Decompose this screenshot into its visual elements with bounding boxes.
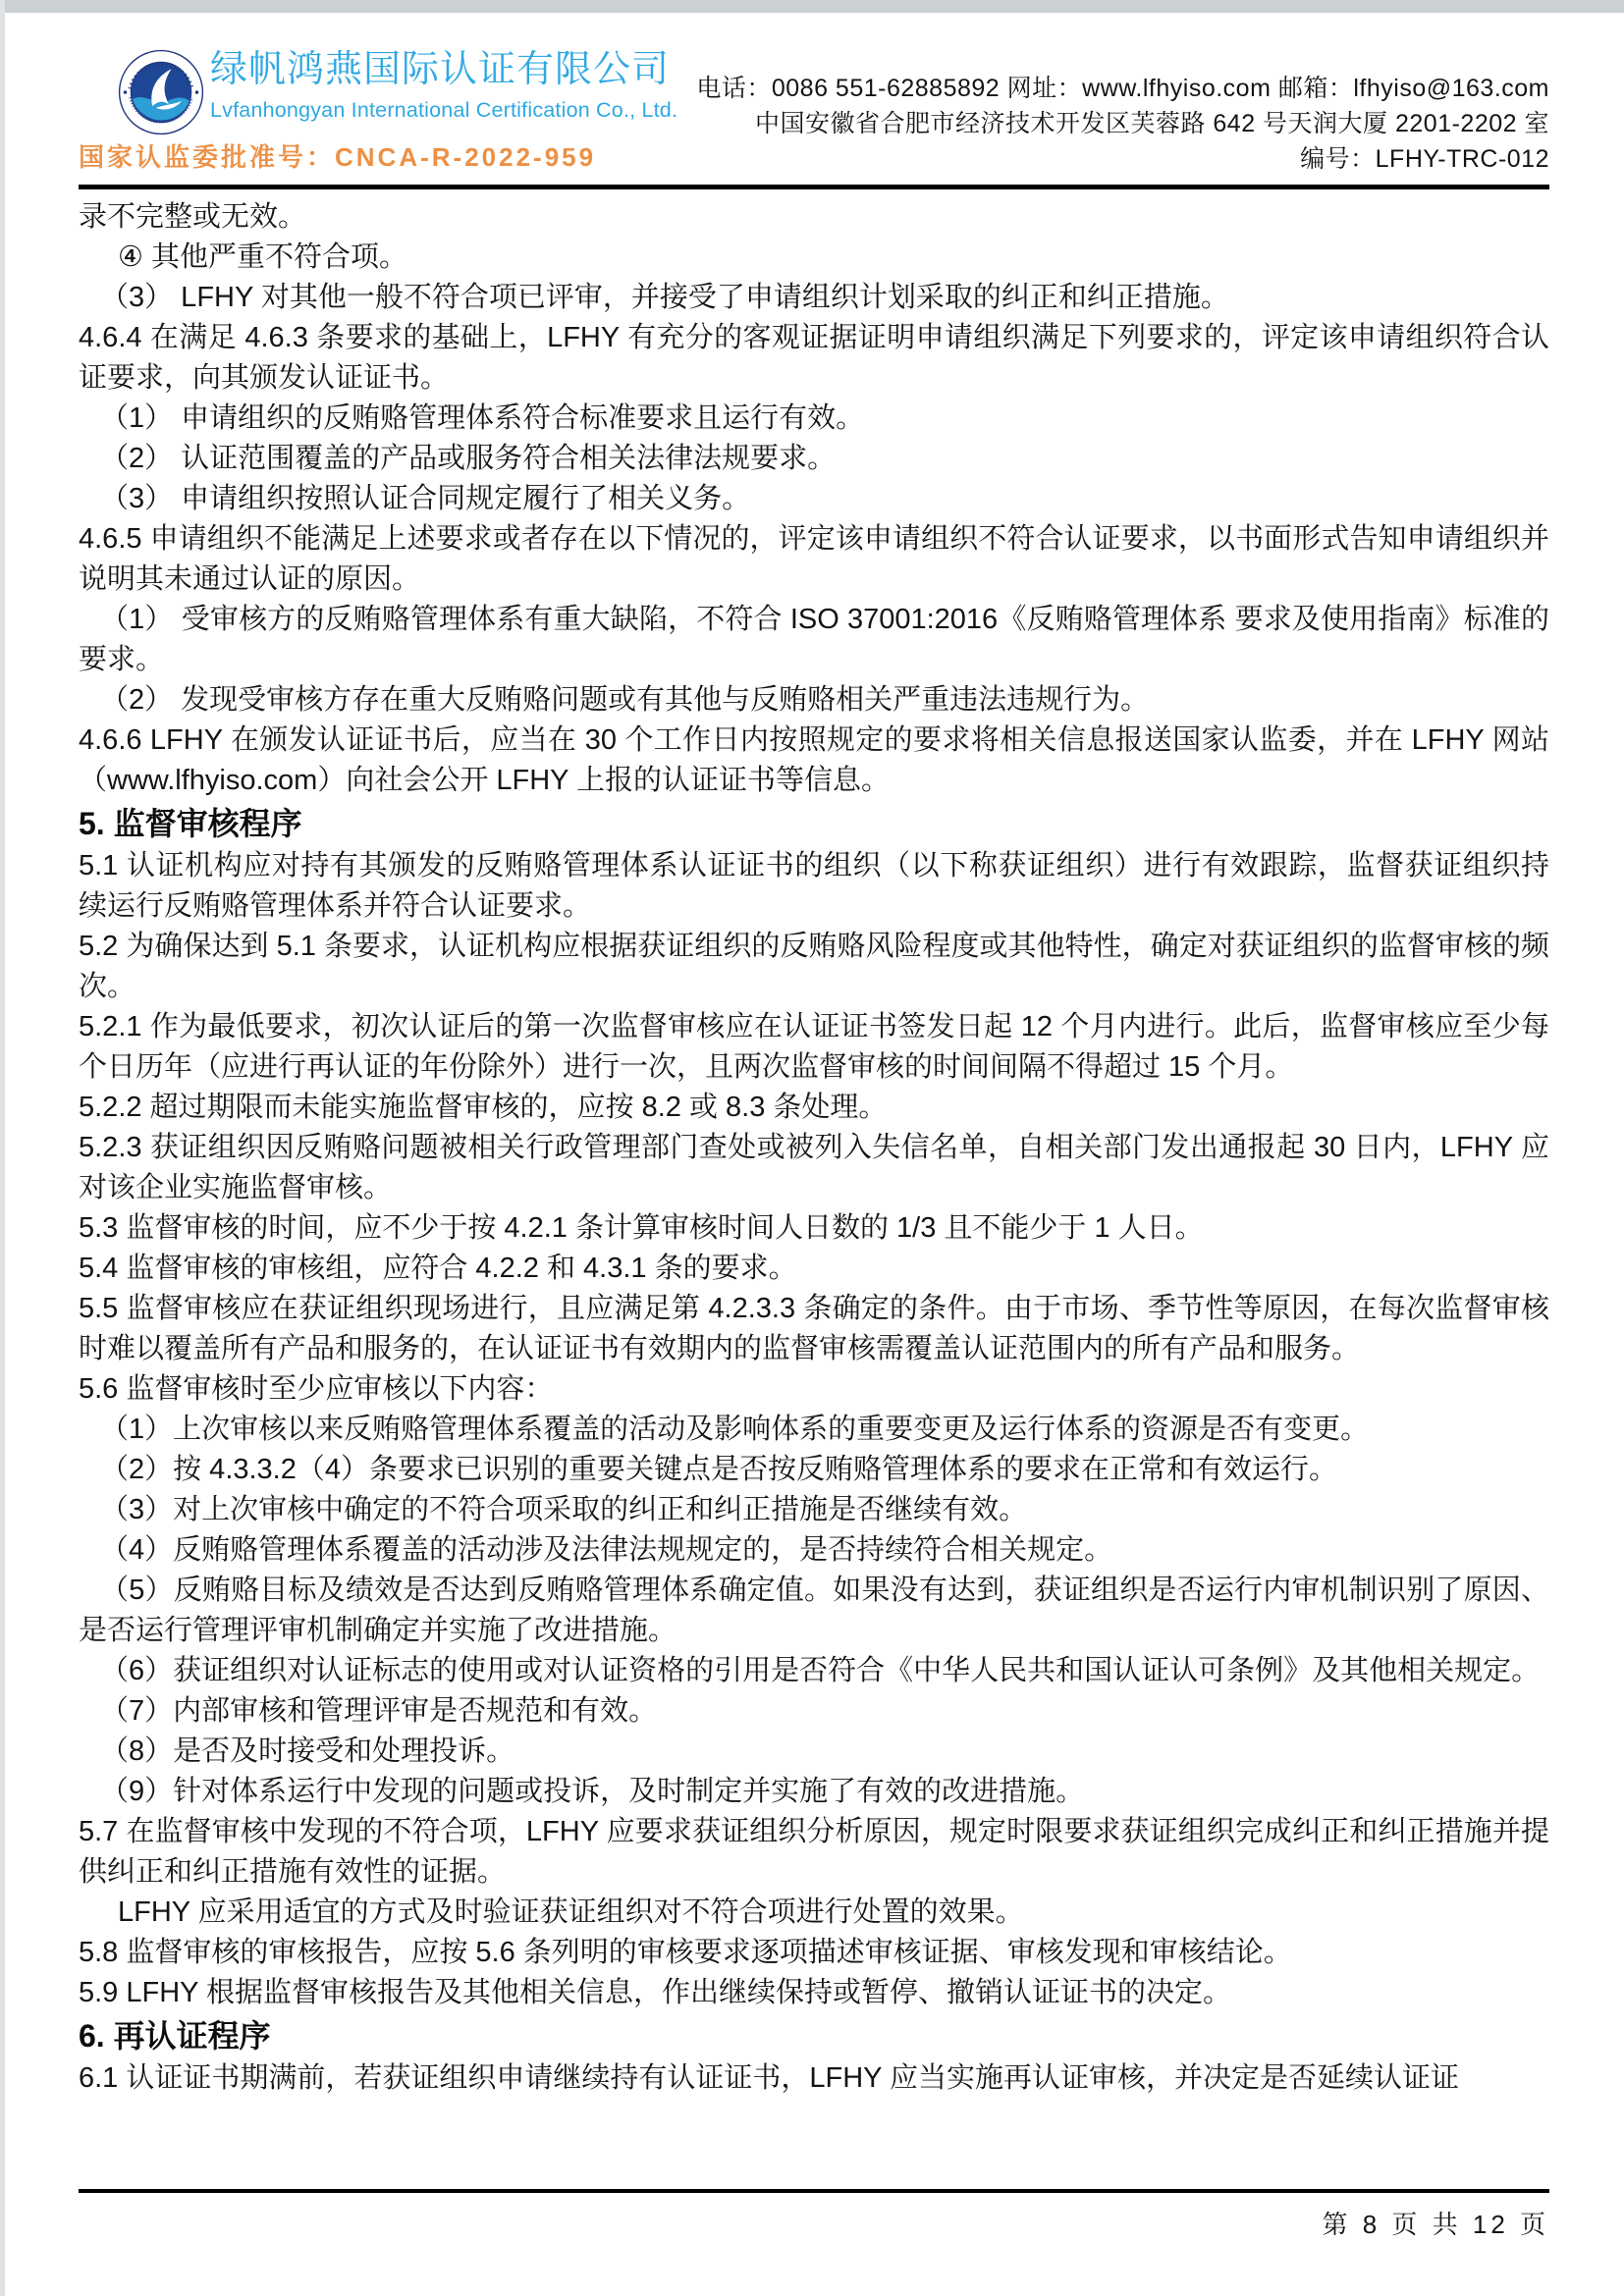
- scan-edge-left: [0, 0, 5, 2296]
- paragraph: （2） 发现受审核方存在重大反贿赂问题或有其他与反贿赂相关严重违法违规行为。: [100, 684, 1150, 716]
- section-heading: 5. 监督审核程序: [79, 806, 302, 841]
- doc-number: 编号：LFHY-TRC-012: [1300, 145, 1549, 173]
- approval-number: 国家认监委批准号：CNCA-R-2022-959: [79, 142, 597, 172]
- paragraph: 录不完整或无效。: [79, 201, 307, 233]
- sail-emblem-icon: [118, 49, 204, 135]
- paragraph: （2） 认证范围覆盖的产品或服务符合相关法律法规要求。: [100, 443, 837, 474]
- paragraph: 5.9 LFHY 根据监督审核报告及其他相关信息，作出继续保持或暂停、撤销认证证书的决定。: [79, 1977, 1232, 2008]
- address-line: 中国安徽省合肥市经济技术开发区芙蓉路 642 号天润大厦 2201-2202 室: [754, 110, 1549, 137]
- document-body: [79, 197, 1549, 2099]
- paragraph: 5.1 认证机构应对持有其颁发的反贿赂管理体系认证证书的组织（以下称获证组织）进行有效跟踪，监督获证组织持续运行反贿赂管理体系并符合认证要求。: [79, 850, 1549, 922]
- paragraph: （3） LFHY 对其他一般不符合项已评审，并接受了申请组织计划采取的纠正和纠正措施。: [100, 282, 1229, 313]
- company-name-en: Lvfanhongyan International Certification Co., Ltd.: [210, 98, 678, 122]
- paragraph: 5.2.3 获证组织因反贿赂问题被相关行政管理部门查处或被列入失信名单，自相关部门发出通报起 30 日内，LFHY 应对该企业实施监督审核。: [79, 1132, 1549, 1203]
- paragraph: 6.1 认证证书期满前，若获证组织申请继续持有认证证书，LFHY 应当实施再认证审核，并决定是否延续认证证: [79, 2062, 1460, 2094]
- paragraph: （1） 申请组织的反贿赂管理体系符合标准要求且运行有效。: [100, 402, 865, 434]
- paragraph: 5.2 为确保达到 5.1 条要求，认证机构应根据获证组织的反贿赂风险程度或其他特性，确定对获证组织的监督审核的频次。: [79, 931, 1549, 1002]
- paragraph: （3） 申请组织按照认证合同规定履行了相关义务。: [100, 483, 751, 514]
- paragraph: 5.2.1 作为最低要求，初次认证后的第一次监督审核应在认证证书签发日起 12 个月内进行。此后，监督审核应至少每个日历年（应进行再认证的年份除外）进行一次，且两次监督审核的时间间隔不得超过 15 个月。: [79, 1011, 1549, 1083]
- paragraph: 5.3 监督审核的时间，应不少于按 4.2.1 条计算审核时间人日数的 1/3 且不能少于 1 人日。: [79, 1212, 1204, 1244]
- paragraph: 5.7 在监督审核中发现的不符合项，LFHY 应要求获证组织分析原因，规定时限要求获证组织完成纠正和纠正措施并提供纠正和纠正措施有效性的证据。: [79, 1816, 1549, 1888]
- paragraph: （7）内部审核和管理评审是否规范和有效。: [100, 1695, 658, 1727]
- paragraph: 5.8 监督审核的审核报告，应按 5.6 条列明的审核要求逐项描述审核证据、审核发现和审核结论。: [79, 1937, 1292, 1968]
- paragraph: ④ 其他严重不符合项。: [118, 241, 408, 273]
- paragraph: （6）获证组织对认证标志的使用或对认证资格的引用是否符合《中华人民共和国认证认可条例》及其他相关规定。: [100, 1655, 1541, 1686]
- paragraph: （1） 受审核方的反贿赂管理体系有重大缺陷，不符合 ISO 37001:2016《反贿赂管理体系 要求及使用指南》标准的要求。: [79, 604, 1549, 675]
- paragraph: （2）按 4.3.3.2（4）条要求已识别的重要关键点是否按反贿赂管理体系的要求在正常和有效运行。: [100, 1454, 1338, 1485]
- paragraph: 4.6.5 申请组织不能满足上述要求或者存在以下情况的，评定该申请组织不符合认证要求，以书面形式告知申请组织并说明其未通过认证的原因。: [79, 523, 1549, 595]
- page-number: 第 8 页 共 12 页: [1322, 2210, 1549, 2239]
- company-name-cn: 绿帆鸿燕国际认证有限公司: [210, 49, 671, 90]
- paragraph: （1）上次审核以来反贿赂管理体系覆盖的活动及影响体系的重要变更及运行体系的资源是否有变更。: [100, 1414, 1370, 1445]
- page-footer: [79, 2189, 1549, 2241]
- paragraph: （8）是否及时接受和处理投诉。: [100, 1735, 515, 1767]
- contact-block: [696, 71, 1549, 177]
- brand-text: [210, 45, 677, 124]
- paragraph: 4.6.6 LFHY 在颁发认证证书后，应当在 30 个工作日内按照规定的要求将相关信息报送国家认监委，并在 LFHY 网站（www.lfhyiso.com）向社会公开 LFHY 上报的认证证书等信息。: [79, 724, 1549, 796]
- brand-block: [79, 45, 677, 173]
- scan-edge-top: [0, 0, 1624, 13]
- paragraph: 4.6.4 在满足 4.6.3 条要求的基础上，LFHY 有充分的客观证据证明申请组织满足下列要求的，评定该申请组织符合认证要求，向其颁发认证证书。: [79, 322, 1549, 394]
- letterhead: [79, 45, 1549, 189]
- brand-row: [79, 45, 677, 135]
- paragraph: （5）反贿赂目标及绩效是否达到反贿赂管理体系确定值。如果没有达到，获证组织是否运行内审机制识别了原因、是否运行管理评审机制确定并实施了改进措施。: [79, 1575, 1549, 1646]
- paragraph: （4）反贿赂管理体系覆盖的活动涉及法律法规规定的，是否持续符合相关规定。: [100, 1534, 1113, 1566]
- section-heading: 6. 再认证程序: [79, 2018, 271, 2054]
- paragraph: （3）对上次审核中确定的不符合项采取的纠正和纠正措施是否继续有效。: [100, 1494, 1028, 1525]
- paragraph: 5.4 监督审核的审核组，应符合 4.2.2 和 4.3.1 条的要求。: [79, 1253, 797, 1284]
- paragraph: 5.6 监督审核时至少应审核以下内容：: [79, 1373, 554, 1405]
- paragraph: （9）针对体系运行中发现的问题或投诉，及时制定并实施了有效的改进措施。: [100, 1776, 1085, 1807]
- paragraph: 5.2.2 超过期限而未能实施监督审核的，应按 8.2 或 8.3 条处理。: [79, 1092, 888, 1123]
- paragraph: 5.5 监督审核应在获证组织现场进行，且应满足第 4.2.3.3 条确定的条件。由于市场、季节性等原因，在每次监督审核时难以覆盖所有产品和服务的，在认证证书有效期内的监督审核需覆盖认证范围内的所有产品和服务。: [79, 1293, 1549, 1364]
- paragraph: LFHY 应采用适宜的方式及时验证获证组织对不符合项进行处置的效果。: [118, 1896, 1024, 1928]
- contact-line: 电话：0086 551-62885892 网址：www.lfhyiso.com 邮箱：lfhyiso@163.com: [696, 75, 1549, 102]
